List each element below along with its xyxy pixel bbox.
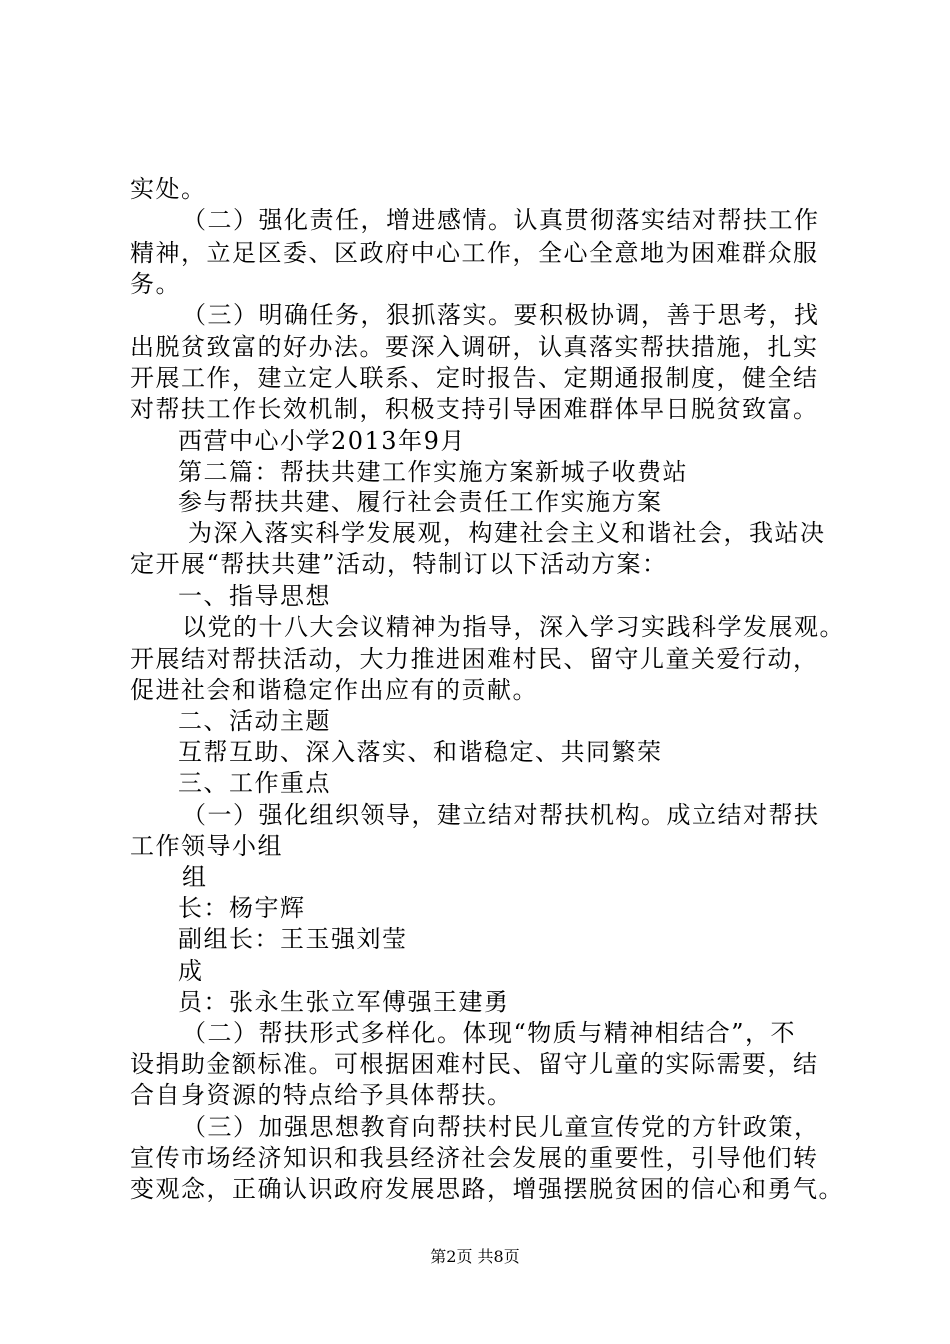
text-line: 定开展“帮扶共建”活动，特制订以下活动方案：: [130, 550, 668, 578]
text-line: 出脱贫致富的好办法。要深入调研，认真落实帮扶措施，扎实: [130, 333, 819, 361]
text-line: 为深入落实科学发展观，构建社会主义和谐社会，我站决: [188, 519, 826, 547]
text-line: 成: [178, 957, 204, 985]
text-line: 实处。: [130, 175, 207, 203]
text-line: 开展工作，建立定人联系、定时报告、定期通报制度，健全结: [130, 364, 819, 392]
text-line: （三）明确任务，狠抓落实。要积极协调，善于思考，找: [182, 301, 820, 329]
text-line: （三）加强思想教育向帮扶村民儿童宣传党的方针政策，: [182, 1113, 820, 1141]
text-line: （二）帮扶形式多样化。体现“物质与精神相结合”，不: [182, 1019, 797, 1047]
section-heading: 二、活动主题: [178, 707, 331, 735]
text-line: 宣传市场经济知识和我县经济社会发展的重要性，引导他们转: [130, 1144, 819, 1172]
document-title: 参与帮扶共建、履行社会责任工作实施方案: [178, 488, 663, 516]
text-line: 组: [182, 863, 208, 891]
section-heading: 一、指导思想: [178, 582, 331, 610]
signature-line: 西营中心小学2013年9月: [178, 427, 466, 455]
text-line: （一）强化组织领导，建立结对帮扶机构。成立结对帮扶: [182, 801, 820, 829]
text-line: 设捐助金额标准。可根据困难村民、留守儿童的实际需要，结: [130, 1050, 819, 1078]
text-line: 开展结对帮扶活动，大力推进困难村民、留守儿童关爱行动，: [130, 645, 819, 673]
text-line: 员：张永生张立军傅强王建勇: [178, 988, 510, 1016]
text-line: 务。: [130, 270, 181, 298]
text-line: 以党的十八大会议精神为指导，深入学习实践科学发展观。: [182, 613, 845, 641]
text-line: 精神，立足区委、区政府中心工作，全心全意地为困难群众服: [130, 239, 819, 267]
text-line: （二）强化责任，增进感情。认真贯彻落实结对帮扶工作: [182, 206, 820, 234]
text-line: 副组长：王玉强刘莹: [178, 925, 408, 953]
section-heading: 三、工作重点: [178, 769, 331, 797]
page-number: 第2页 共8页: [430, 1247, 520, 1266]
text-line: 促进社会和谐稳定作出应有的贡献。: [130, 676, 538, 704]
text-line: 变观念，正确认识政府发展思路，增强摆脱贫困的信心和勇气。: [130, 1175, 844, 1203]
text-line: 互帮互助、深入落实、和谐稳定、共同繁荣: [178, 738, 663, 766]
section-heading: 第二篇：帮扶共建工作实施方案新城子收费站: [178, 458, 688, 486]
text-line: 合自身资源的特点给予具体帮扶。: [130, 1081, 513, 1109]
text-line: 对帮扶工作长效机制，积极支持引导困难群体早日脱贫致富。: [130, 395, 819, 423]
text-line: 工作领导小组: [130, 832, 283, 860]
text-line: 长：杨宇辉: [178, 894, 306, 922]
